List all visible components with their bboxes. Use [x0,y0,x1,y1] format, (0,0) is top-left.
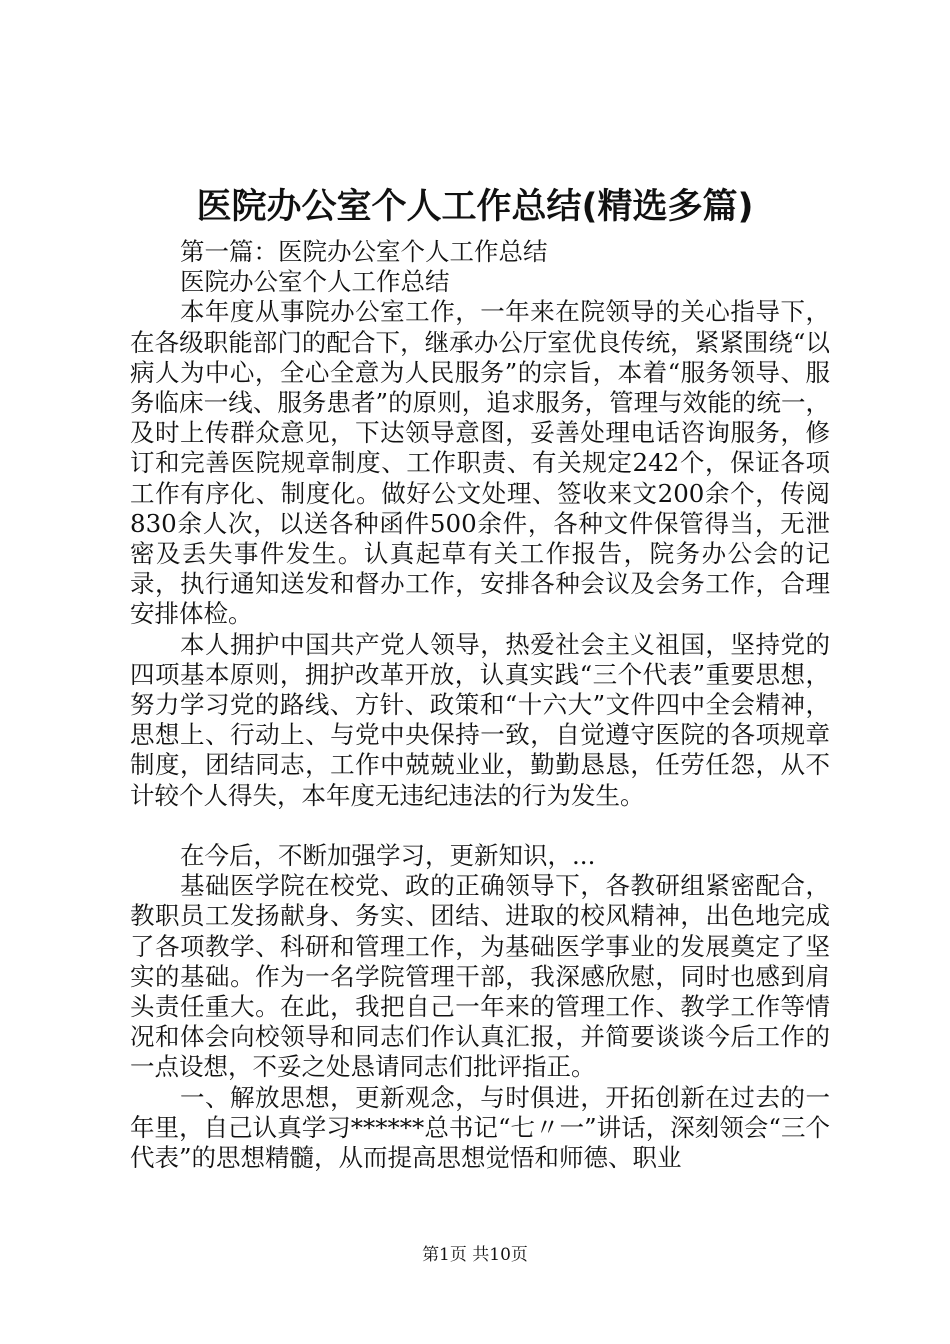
body-paragraph: 本人拥护中国共产党人领导，热爱社会主义祖国，坚持党的四项基本原则，拥护改革开放，认真实践“三个代表”重要思想，努力学习党的路线、方针、政策和“十六大”文件四中全会精神，思想上、行动上、与党中央保持一致，自觉遵守医院的各项规章制度，团结同志，工作中兢兢业业，勤勤恳恳，任劳任怨，从不计较个人得失，本年度无违纪违法的行为发生。 [130,629,830,810]
section-subheading: 医院办公室个人工作总结 [180,267,450,297]
body-paragraph: 基础医学院在校党、政的正确领导下，各教研组紧密配合，教职员工发扬献身、务实、团结、进取的校风精神，出色地完成了各项教学、科研和管理工作，为基础医学事业的发展奠定了坚实的基础。作为一名学院管理干部，我深感欣慰，同时也感到肩头责任重大。在此，我把自己一年来的管理工作、教学工作等情况和体会向校领导和同志们作认真汇报，并简要谈谈今后工作的一点设想，不妥之处恳请同志们批评指正。 [130,871,830,1082]
document-body [130,237,830,1173]
body-paragraph: 本年度从事院办公室工作，一年来在院领导的关心指导下，在各级职能部门的配合下，继承办公厅室优良传统，紧紧围绕“以病人为中心，全心全意为人民服务”的宗旨，本着“服务领导、服务临床一线、服务患者”的原则，追求服务，管理与效能的统一，及时上传群众意见，下达领导意图，妥善处理电话咨询服务，修订和完善医院规章制度、工作职责、有关规定242个，保证各项工作有序化、制度化。做好公文处理、签收来文200余个，传阅830余人次，以送各种函件500余件，各种文件保管得当，无泄密及丢失事件发生。认真起草有关工作报告，院务办公会的记录，执行通知送发和督办工作，安排各种会议及会务工作，合理安排体检。 [130,297,830,629]
page-number: 第1页 共10页 [422,1245,528,1265]
body-paragraph: 在今后，不断加强学习，更新知识，... [180,841,596,871]
paragraph-spacer [130,811,830,841]
document-title: 医院办公室个人工作总结(精选多篇) [196,187,754,227]
section-heading: 第一篇：医院办公室个人工作总结 [180,237,548,266]
body-paragraph: 一、解放思想，更新观念，与时俱进，开拓创新在过去的一年里，自己认真学习******总书记“七〃一”讲话，深刻领会“三个代表”的思想精髓，从而提高思想觉悟和师德、职业 [130,1082,830,1173]
